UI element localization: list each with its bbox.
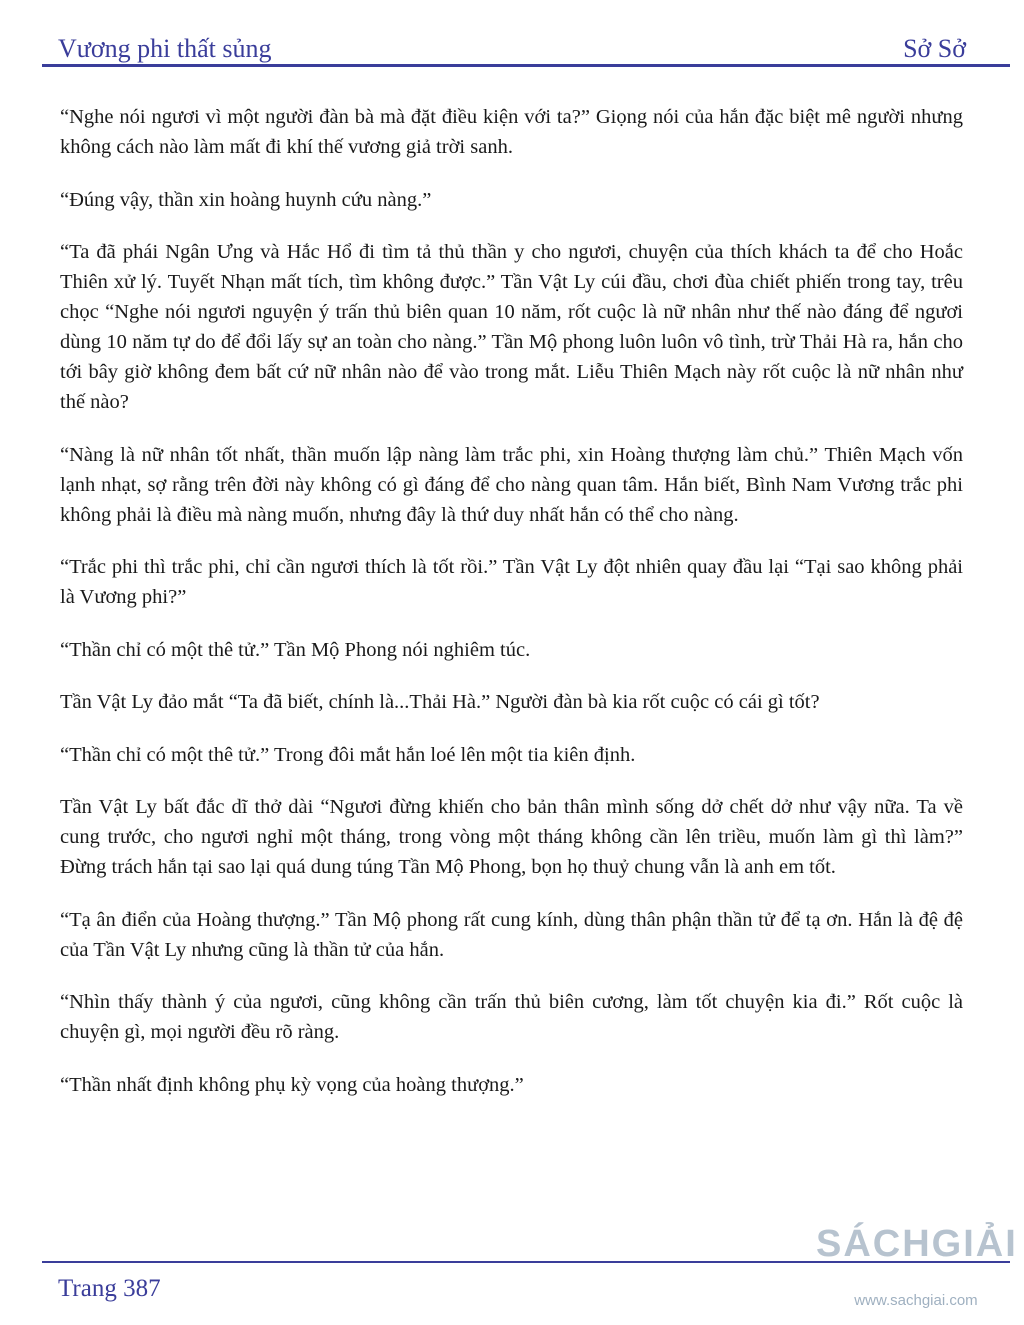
paragraph-5: “Trắc phi thì trắc phi, chỉ cần ngươi thích là tốt rồi.” Tần Vật Ly đột nhiên quay đầu lại “Tại sao không phải là Vương phi?” (60, 556, 963, 608)
paragraph-12: “Thần nhất định không phụ kỳ vọng của hoàng thượng.” (60, 1073, 524, 1096)
book-title: Vương phi thất sủng (58, 34, 272, 63)
paragraph-7: Tần Vật Ly đảo mắt “Ta đã biết, chính là...Thải Hà.” Người đàn bà kia rốt cuộc có cái gì tốt? (60, 691, 820, 713)
paragraph-2: “Đúng vậy, thần xin hoàng huynh cứu nàng.” (60, 188, 432, 211)
page-number: Trang 387 (58, 1275, 161, 1302)
paragraph-11: “Nhìn thấy thành ý của ngươi, cũng không cần trấn thủ biên cương, làm tốt chuyện kia đi.” Rốt cuộc là chuyện gì, mọi người đều rõ ràng. (60, 991, 963, 1043)
page-header (58, 24, 966, 64)
paragraph-3: “Ta đã phái Ngân Ưng và Hắc Hổ đi tìm tả thủ thần y cho ngươi, chuyện của thích khách ta để cho Hoắc Thiên xử lý. Tuyết Nhạn mất tích, tìm không được.” Tần Vật Ly cúi đầu, chơi đùa chiết phiến trong tay, trêu chọc “Nghe nói ngươi nguyện ý trấn thủ biên quan 10 năm, rốt cuộc là nữ nhân như thế nào đáng để ngươi dùng 10 năm tự do để đổi lấy sự an toàn cho nàng.” Tần Mộ phong luôn luôn vô tình, trừ Thải Hà ra, hắn cho tới bây giờ không đem bất cứ nữ nhân nào để vào trong mắt. Liễu Thiên Mạch này rốt cuộc là nữ nhân như thế nào? (60, 241, 963, 413)
paragraph-9: Tần Vật Ly bất đắc dĩ thở dài “Ngươi đừng khiến cho bản thân mình sống dở chết dở như vậy nữa. Ta về cung trước, cho ngươi nghỉ một tháng, trong vòng một tháng không cần lên triều, muốn làm gì thì làm?” Đừng trách hắn tại sao lại quá dung túng Tần Mộ Phong, bọn họ thuỷ chung vẫn là anh em tốt. (60, 796, 963, 878)
watermark-logo: SÁCHGIẢI (816, 1223, 1018, 1265)
paragraph-10: “Tạ ân điển của Hoàng thượng.” Tần Mộ phong rất cung kính, dùng thân phận thần tử để tạ ơn. Hắn là đệ đệ của Tần Vật Ly nhưng cũng là thần tử của hắn. (60, 908, 963, 961)
author-name: Sở Sở (903, 34, 966, 63)
watermark-url: www.sachgiai.com (854, 1292, 978, 1309)
paragraph-8: “Thần chỉ có một thê tử.” Trong đôi mắt hắn loé lên một tia kiên định. (60, 743, 636, 766)
paragraph-4: “Nàng là nữ nhân tốt nhất, thần muốn lập nàng làm trắc phi, xin Hoàng thượng làm chủ.” Thiên Mạch vốn lạnh nhạt, sợ rằng trên đời này không có gì đáng để cho nàng quan tâm. Hắn biết, Bình Nam Vương trắc phi không phải là điều mà nàng muốn, nhưng đây là thứ duy nhất hắn có thể cho nàng. (60, 443, 963, 526)
paragraph-6: “Thần chỉ có một thê tử.” Tần Mộ Phong nói nghiêm túc. (60, 638, 531, 661)
watermark (816, 1222, 1016, 1322)
page-body (60, 102, 963, 1122)
header-divider (42, 64, 1010, 67)
paragraph-1: “Nghe nói ngươi vì một người đàn bà mà đặt điều kiện với ta?” Giọng nói của hắn đặc biệt mê người nhưng không cách nào làm mất đi khí thế vương giả trời sanh. (60, 106, 963, 158)
